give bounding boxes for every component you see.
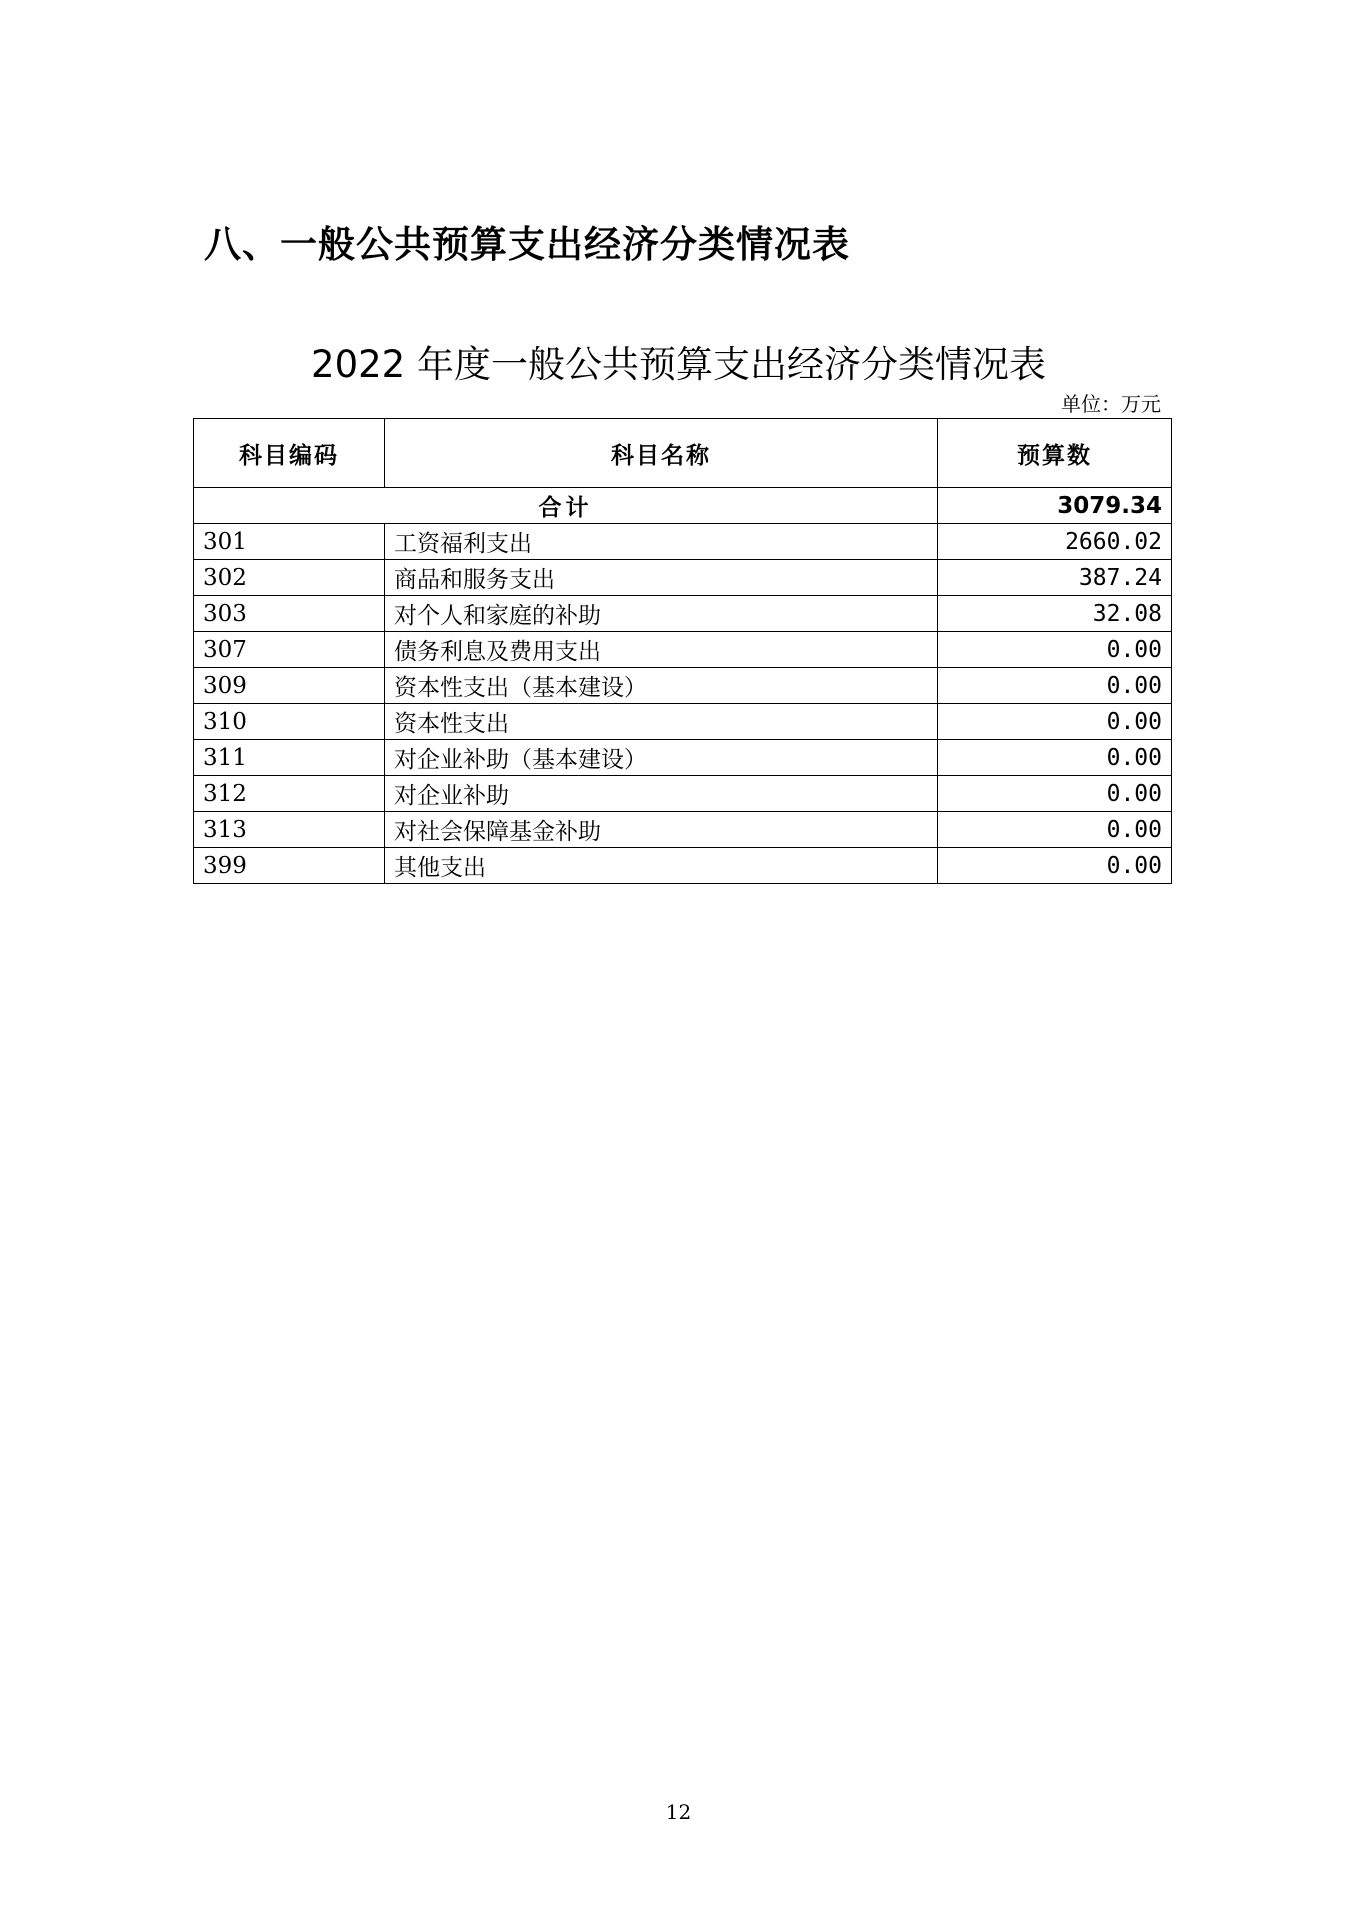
table-row: [194, 524, 1172, 560]
row-name: 资本性支出: [385, 704, 938, 740]
row-amount: 0.00: [938, 632, 1172, 668]
table-row: [194, 848, 1172, 884]
row-amount: 0.00: [938, 848, 1172, 884]
row-amount: 0.00: [938, 776, 1172, 812]
table-row: [194, 668, 1172, 704]
row-amount: 32.08: [938, 596, 1172, 632]
total-label: 合计: [194, 488, 938, 524]
row-amount: 0.00: [938, 740, 1172, 776]
unit-note: 单位：万元: [1061, 392, 1161, 416]
row-code: 311: [194, 740, 385, 776]
row-code: 301: [194, 524, 385, 560]
table-row: [194, 560, 1172, 596]
table-row: [194, 704, 1172, 740]
row-code: 309: [194, 668, 385, 704]
row-amount: 2660.02: [938, 524, 1172, 560]
row-amount: 387.24: [938, 560, 1172, 596]
budget-table: [193, 418, 1172, 884]
table-row: [194, 596, 1172, 632]
row-name: 对企业补助: [385, 776, 938, 812]
page-number: 12: [665, 1800, 692, 1824]
table-row: [194, 632, 1172, 668]
row-name: 资本性支出（基本建设）: [385, 668, 938, 704]
row-name: 工资福利支出: [385, 524, 938, 560]
row-amount: 0.00: [938, 668, 1172, 704]
table-header-row: [194, 419, 1172, 488]
total-amount: 3079.34: [938, 488, 1172, 524]
section-heading: 八、一般公共预算支出经济分类情况表: [204, 223, 850, 266]
row-code: 312: [194, 776, 385, 812]
row-code: 303: [194, 596, 385, 632]
table-title: 2022 年度一般公共预算支出经济分类情况表: [311, 343, 1046, 386]
column-header-amount: 预算数: [938, 419, 1172, 488]
row-code: 307: [194, 632, 385, 668]
row-name: 其他支出: [385, 848, 938, 884]
row-name: 对企业补助（基本建设）: [385, 740, 938, 776]
row-name: 对社会保障基金补助: [385, 812, 938, 848]
table-row: [194, 776, 1172, 812]
table-row: [194, 740, 1172, 776]
column-header-name: 科目名称: [385, 419, 938, 488]
column-header-code: 科目编码: [194, 419, 385, 488]
row-name: 对个人和家庭的补助: [385, 596, 938, 632]
row-name: 商品和服务支出: [385, 560, 938, 596]
row-name: 债务利息及费用支出: [385, 632, 938, 668]
row-amount: 0.00: [938, 704, 1172, 740]
row-code: 399: [194, 848, 385, 884]
row-amount: 0.00: [938, 812, 1172, 848]
table-row: [194, 812, 1172, 848]
total-row: [194, 488, 1172, 524]
row-code: 302: [194, 560, 385, 596]
row-code: 310: [194, 704, 385, 740]
row-code: 313: [194, 812, 385, 848]
